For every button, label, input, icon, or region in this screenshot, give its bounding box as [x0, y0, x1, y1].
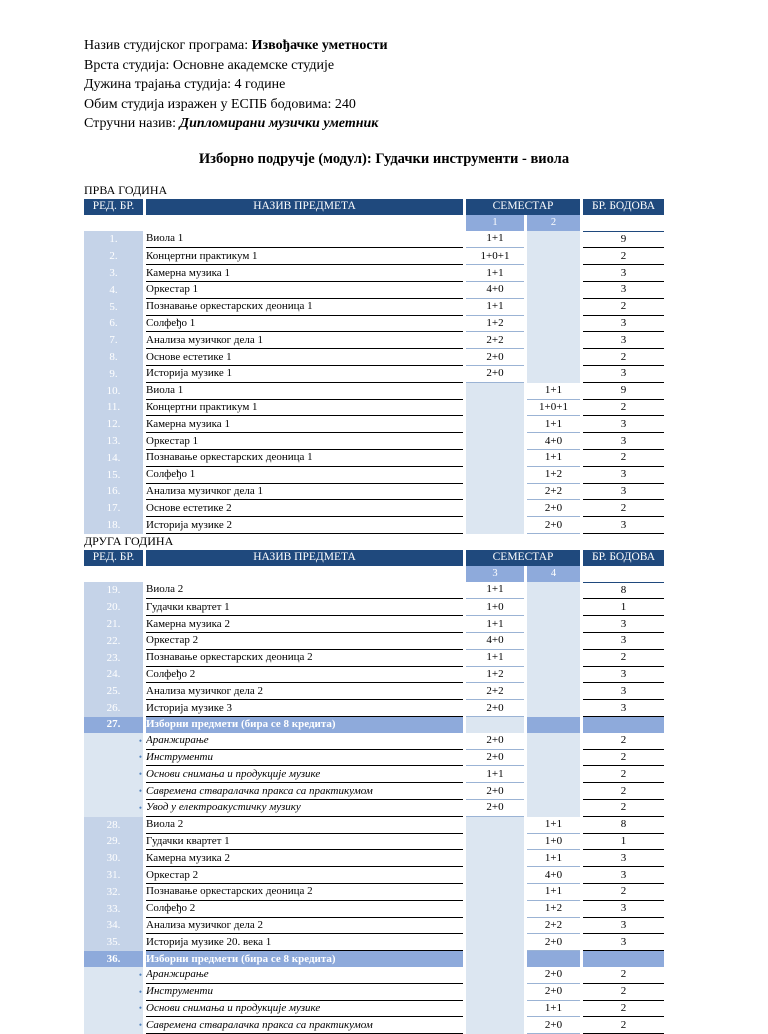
- semester-even-value: [527, 766, 580, 783]
- semester-odd-value: 2+2: [466, 683, 524, 700]
- semester-even-value: 2+0: [527, 934, 580, 951]
- semester-even-value: 1+1: [527, 817, 580, 834]
- semester-odd-value: [466, 383, 524, 400]
- course-number: •: [84, 1001, 143, 1018]
- semester-even-value: [527, 582, 580, 600]
- course-row: [84, 383, 664, 400]
- semester-odd-value: [466, 967, 524, 984]
- course-name: Солфеђо 1: [146, 467, 463, 484]
- semester-even-value: [527, 332, 580, 349]
- course-name: Основе естетике 1: [146, 349, 463, 366]
- course-name: Анализа музичког дела 2: [146, 918, 463, 935]
- course-name: Виола 2: [146, 582, 463, 600]
- course-points: 8: [583, 582, 664, 600]
- course-name: Камерна музика 1: [146, 416, 463, 433]
- semester-odd-value: 1+2: [466, 316, 524, 333]
- course-points: 3: [583, 484, 664, 501]
- course-number: 10.: [84, 383, 143, 400]
- course-name: Концертни практикум 1: [146, 400, 463, 417]
- course-row: [84, 450, 664, 467]
- semester-even-value: 1+1: [527, 1001, 580, 1018]
- elective-option-row: [84, 984, 664, 1001]
- semester-odd-value: [466, 984, 524, 1001]
- header-name: НАЗИВ ПРЕДМЕТА: [146, 550, 463, 566]
- course-name: Солфеђо 1: [146, 316, 463, 333]
- course-row: [84, 299, 664, 316]
- professional-title-line: [84, 114, 388, 134]
- course-name: Камерна музика 2: [146, 850, 463, 867]
- course-points: 9: [583, 383, 664, 400]
- semester-odd-value: [466, 850, 524, 867]
- course-number: 16.: [84, 484, 143, 501]
- year1-title: ПРВА ГОДИНА: [84, 183, 168, 197]
- course-name: Оркестар 2: [146, 633, 463, 650]
- course-row: [84, 517, 664, 534]
- course-name: Основе естетике 2: [146, 500, 463, 517]
- semester-even-value: [527, 733, 580, 750]
- course-number: •: [84, 783, 143, 800]
- year2-table: [84, 550, 664, 1034]
- semester-odd-value: 2+0: [466, 750, 524, 767]
- course-points: 2: [583, 500, 664, 517]
- course-points: 3: [583, 934, 664, 951]
- course-row: [84, 416, 664, 433]
- course-points: 3: [583, 332, 664, 349]
- course-name: Савремена стваралачка пракса са практикумом: [146, 1017, 463, 1034]
- course-points: 3: [583, 265, 664, 282]
- course-number: 4.: [84, 282, 143, 299]
- course-points: 3: [583, 433, 664, 450]
- course-row: [84, 700, 664, 717]
- course-row: [84, 850, 664, 867]
- semester-even-value: 4+0: [527, 433, 580, 450]
- year2-title: ДРУГА ГОДИНА: [84, 534, 174, 548]
- semester-even-value: [527, 231, 580, 249]
- course-points: 3: [583, 633, 664, 650]
- semester-even-value: 2+0: [527, 967, 580, 984]
- course-name: Виола 2: [146, 817, 463, 834]
- course-name: Концертни практикум 1: [146, 248, 463, 265]
- course-number: 5.: [84, 299, 143, 316]
- elective-option-row: [84, 766, 664, 783]
- semester-even-value: 2+0: [527, 517, 580, 534]
- semester-even-value: [527, 700, 580, 717]
- semester-odd-value: 2+0: [466, 349, 524, 366]
- course-number: 2.: [84, 248, 143, 265]
- course-row: [84, 265, 664, 282]
- course-points: 2: [583, 750, 664, 767]
- course-name: Изборни предмети (бира се 8 кредита): [146, 717, 463, 733]
- course-number: •: [84, 800, 143, 817]
- course-number: •: [84, 766, 143, 783]
- duration-line: Дужина трајања студија: 4 године: [84, 77, 286, 92]
- course-row: [84, 650, 664, 667]
- semester-odd-value: [466, 817, 524, 834]
- semester-odd-value: [466, 951, 524, 967]
- semester-even-value: 1+1: [527, 450, 580, 467]
- course-points: 3: [583, 918, 664, 935]
- semester-odd-value: [466, 834, 524, 851]
- course-row: [84, 366, 664, 383]
- study-type-line: Врста студија: Основне академске студије: [84, 57, 335, 73]
- course-row: [84, 582, 664, 600]
- semester-odd-value: [466, 1017, 524, 1034]
- course-row: [84, 901, 664, 918]
- course-number: 15.: [84, 467, 143, 484]
- semester-4-label: 4: [527, 566, 580, 582]
- course-name: Историја музике 2: [146, 517, 463, 534]
- course-number: 35.: [84, 934, 143, 951]
- course-points: 3: [583, 416, 664, 433]
- course-points: 2: [583, 967, 664, 984]
- course-row: [84, 834, 664, 851]
- course-name: Основи снимања и продукције музике: [146, 1001, 463, 1018]
- course-number: 9.: [84, 366, 143, 383]
- semester-even-value: [527, 633, 580, 650]
- course-points: 9: [583, 231, 664, 249]
- course-points: 1: [583, 599, 664, 616]
- course-name: Виола 1: [146, 231, 463, 249]
- elective-option-row: [84, 1017, 664, 1034]
- semester-odd-value: 1+1: [466, 616, 524, 633]
- semester-odd-value: 2+0: [466, 366, 524, 383]
- semester-even-value: [527, 667, 580, 684]
- semester-odd-value: 2+0: [466, 733, 524, 750]
- course-row: [84, 316, 664, 333]
- course-points: 3: [583, 700, 664, 717]
- course-number: 3.: [84, 265, 143, 282]
- semester-odd-value: 1+0: [466, 599, 524, 616]
- course-number: 34.: [84, 918, 143, 935]
- semester-even-value: [527, 783, 580, 800]
- course-number: 17.: [84, 500, 143, 517]
- course-number: 11.: [84, 400, 143, 417]
- program-info: [84, 36, 388, 134]
- course-number: 24.: [84, 667, 143, 684]
- semester-even-value: [527, 316, 580, 333]
- semester-even-value: 2+2: [527, 918, 580, 935]
- course-row: [84, 248, 664, 265]
- course-points: 2: [583, 733, 664, 750]
- course-name: Изборни предмети (бира се 8 кредита): [146, 951, 463, 967]
- title-value: Дипломирани музички уметник: [179, 116, 379, 131]
- semester-even-value: [527, 282, 580, 299]
- course-number: 26.: [84, 700, 143, 717]
- course-row: [84, 467, 664, 484]
- semester-odd-value: 4+0: [466, 282, 524, 299]
- semester-odd-value: 2+2: [466, 332, 524, 349]
- course-number: 32.: [84, 884, 143, 901]
- semester-odd-value: [466, 1001, 524, 1018]
- course-name: Инструменти: [146, 984, 463, 1001]
- program-value: Извођачке уметности: [251, 38, 388, 53]
- course-number: 6.: [84, 316, 143, 333]
- program-name-line: [84, 36, 388, 56]
- elective-group-row: [84, 951, 664, 967]
- course-number: 27.: [84, 717, 143, 733]
- semester-even-value: [527, 366, 580, 383]
- elective-option-row: [84, 1001, 664, 1018]
- course-row: [84, 934, 664, 951]
- course-number: 29.: [84, 834, 143, 851]
- elective-option-row: [84, 783, 664, 800]
- course-name: Аранжирање: [146, 967, 463, 984]
- semester-even-value: 1+1: [527, 850, 580, 867]
- course-points: 3: [583, 517, 664, 534]
- semester-odd-value: [466, 400, 524, 417]
- course-points: 2: [583, 400, 664, 417]
- course-row: [84, 231, 664, 249]
- semester-odd-value: [466, 717, 524, 733]
- course-points: 2: [583, 1017, 664, 1034]
- course-row: [84, 633, 664, 650]
- header-points: БР. БОДОВА: [583, 550, 664, 566]
- course-points: 3: [583, 667, 664, 684]
- course-points: [583, 951, 664, 967]
- course-name: Познавање оркестарских деоница 2: [146, 650, 463, 667]
- course-number: 23.: [84, 650, 143, 667]
- semester-even-value: [527, 248, 580, 265]
- course-name: Познавање оркестарских деоница 2: [146, 884, 463, 901]
- course-number: 8.: [84, 349, 143, 366]
- course-points: 8: [583, 817, 664, 834]
- course-points: 3: [583, 282, 664, 299]
- course-points: 3: [583, 901, 664, 918]
- header-name: НАЗИВ ПРЕДМЕТА: [146, 199, 463, 215]
- ects-line: Обим студија изражен у ЕСПБ бодовима: 240: [84, 96, 356, 112]
- course-name: Савремена стваралачка пракса са практикумом: [146, 783, 463, 800]
- semester-odd-value: 1+0+1: [466, 248, 524, 265]
- semester-odd-value: [466, 901, 524, 918]
- course-number: 28.: [84, 817, 143, 834]
- semester-1-label: 1: [466, 215, 524, 231]
- course-row: [84, 433, 664, 450]
- semester-odd-value: 2+0: [466, 700, 524, 717]
- semester-even-value: [527, 750, 580, 767]
- semester-odd-value: 2+0: [466, 800, 524, 817]
- course-number: 25.: [84, 683, 143, 700]
- course-number: 33.: [84, 901, 143, 918]
- course-name: Гудачки квартет 1: [146, 599, 463, 616]
- title-label: Стручни назив:: [84, 116, 177, 131]
- course-number: •: [84, 733, 143, 750]
- semester-odd-value: [466, 934, 524, 951]
- semester-odd-value: [466, 484, 524, 501]
- course-row: [84, 667, 664, 684]
- semester-odd-value: 1+1: [466, 299, 524, 316]
- semester-odd-value: 1+2: [466, 667, 524, 684]
- course-points: 2: [583, 450, 664, 467]
- course-name: Анализа музичког дела 2: [146, 683, 463, 700]
- semester-even-value: 1+1: [527, 383, 580, 400]
- semester-even-value: 1+0: [527, 834, 580, 851]
- module-title: Изборно подручје (модул): Гудачки инструменти - виола: [198, 151, 570, 167]
- course-name: Камерна музика 1: [146, 265, 463, 282]
- course-name: Солфеђо 2: [146, 901, 463, 918]
- semester-odd-value: [466, 450, 524, 467]
- course-name: Анализа музичког дела 1: [146, 484, 463, 501]
- semester-odd-value: [466, 416, 524, 433]
- header-semester: СЕМЕСТАР: [466, 550, 580, 566]
- course-number: 14.: [84, 450, 143, 467]
- course-number: 19.: [84, 582, 143, 600]
- course-name: Солфеђо 2: [146, 667, 463, 684]
- course-number: 12.: [84, 416, 143, 433]
- course-row: [84, 484, 664, 501]
- course-number: •: [84, 984, 143, 1001]
- course-name: Аранжирање: [146, 733, 463, 750]
- semester-even-value: [527, 717, 580, 733]
- semester-even-value: 4+0: [527, 867, 580, 884]
- course-row: [84, 884, 664, 901]
- semester-even-value: [527, 683, 580, 700]
- semester-3-label: 3: [466, 566, 524, 582]
- semester-even-value: 2+0: [527, 984, 580, 1001]
- semester-even-value: [527, 800, 580, 817]
- course-name: Оркестар 2: [146, 867, 463, 884]
- semester-odd-value: 1+1: [466, 231, 524, 249]
- course-name: Познавање оркестарских деоница 1: [146, 450, 463, 467]
- course-row: [84, 867, 664, 884]
- elective-group-row: [84, 717, 664, 733]
- course-name: Увод у електроакустичку музику: [146, 800, 463, 817]
- semester-odd-value: 2+0: [466, 783, 524, 800]
- semester-odd-value: 1+1: [466, 650, 524, 667]
- course-number: 13.: [84, 433, 143, 450]
- semester-even-value: 1+2: [527, 901, 580, 918]
- semester-even-value: 1+1: [527, 884, 580, 901]
- semester-even-value: 2+2: [527, 484, 580, 501]
- course-points: 3: [583, 683, 664, 700]
- course-points: 2: [583, 783, 664, 800]
- course-row: [84, 282, 664, 299]
- course-points: 3: [583, 316, 664, 333]
- semester-odd-value: [466, 433, 524, 450]
- semester-odd-value: [466, 867, 524, 884]
- course-number: •: [84, 967, 143, 984]
- course-name: Анализа музичког дела 1: [146, 332, 463, 349]
- course-number: •: [84, 750, 143, 767]
- course-points: 1: [583, 834, 664, 851]
- course-points: 2: [583, 984, 664, 1001]
- semester-odd-value: 1+1: [466, 265, 524, 282]
- header-num: РЕД. БР.: [84, 550, 143, 566]
- semester-even-value: [527, 599, 580, 616]
- course-points: [583, 717, 664, 733]
- course-number: 30.: [84, 850, 143, 867]
- course-row: [84, 400, 664, 417]
- course-points: 3: [583, 867, 664, 884]
- semester-odd-value: 1+1: [466, 766, 524, 783]
- course-name: Познавање оркестарских деоница 1: [146, 299, 463, 316]
- course-name: Историја музике 1: [146, 366, 463, 383]
- course-number: 1.: [84, 231, 143, 249]
- course-points: 2: [583, 884, 664, 901]
- course-name: Инструменти: [146, 750, 463, 767]
- semester-odd-value: [466, 467, 524, 484]
- course-points: 3: [583, 616, 664, 633]
- course-number: •: [84, 1017, 143, 1034]
- semester-even-value: [527, 265, 580, 282]
- semester-odd-value: 1+1: [466, 582, 524, 600]
- course-number: 18.: [84, 517, 143, 534]
- course-row: [84, 817, 664, 834]
- course-number: 36.: [84, 951, 143, 967]
- course-name: Виола 1: [146, 383, 463, 400]
- semester-odd-value: [466, 517, 524, 534]
- course-row: [84, 332, 664, 349]
- course-name: Гудачки квартет 1: [146, 834, 463, 851]
- course-name: Камерна музика 2: [146, 616, 463, 633]
- course-row: [84, 599, 664, 616]
- course-points: 2: [583, 299, 664, 316]
- semester-2-label: 2: [527, 215, 580, 231]
- year1-table: [84, 199, 664, 534]
- course-number: 31.: [84, 867, 143, 884]
- course-points: 2: [583, 766, 664, 783]
- course-number: 22.: [84, 633, 143, 650]
- course-name: Историја музике 3: [146, 700, 463, 717]
- course-name: Историја музике 20. века 1: [146, 934, 463, 951]
- elective-option-row: [84, 733, 664, 750]
- course-number: 7.: [84, 332, 143, 349]
- course-name: Оркестар 1: [146, 433, 463, 450]
- course-number: 21.: [84, 616, 143, 633]
- course-number: 20.: [84, 599, 143, 616]
- course-row: [84, 616, 664, 633]
- course-points: 2: [583, 248, 664, 265]
- elective-option-row: [84, 800, 664, 817]
- program-label: Назив студијског програма:: [84, 38, 249, 53]
- course-points: 3: [583, 467, 664, 484]
- course-row: [84, 500, 664, 517]
- semester-even-value: [527, 299, 580, 316]
- course-points: 2: [583, 1001, 664, 1018]
- header-semester: СЕМЕСТАР: [466, 199, 580, 215]
- course-points: 2: [583, 349, 664, 366]
- course-row: [84, 918, 664, 935]
- semester-even-value: 1+2: [527, 467, 580, 484]
- course-name: Основи снимања и продукције музике: [146, 766, 463, 783]
- semester-even-value: 1+1: [527, 416, 580, 433]
- semester-odd-value: [466, 500, 524, 517]
- semester-even-value: 1+0+1: [527, 400, 580, 417]
- course-points: 3: [583, 366, 664, 383]
- course-name: Оркестар 1: [146, 282, 463, 299]
- header-points: БР. БОДОВА: [583, 199, 664, 215]
- semester-even-value: 2+0: [527, 500, 580, 517]
- semester-even-value: [527, 349, 580, 366]
- semester-even-value: [527, 951, 580, 967]
- semester-even-value: 2+0: [527, 1017, 580, 1034]
- course-row: [84, 683, 664, 700]
- semester-odd-value: [466, 918, 524, 935]
- course-row: [84, 349, 664, 366]
- semester-even-value: [527, 616, 580, 633]
- elective-option-row: [84, 967, 664, 984]
- semester-odd-value: 4+0: [466, 633, 524, 650]
- course-points: 3: [583, 850, 664, 867]
- elective-option-row: [84, 750, 664, 767]
- semester-odd-value: [466, 884, 524, 901]
- course-points: 2: [583, 800, 664, 817]
- course-points: 2: [583, 650, 664, 667]
- header-num: РЕД. БР.: [84, 199, 143, 215]
- semester-even-value: [527, 650, 580, 667]
